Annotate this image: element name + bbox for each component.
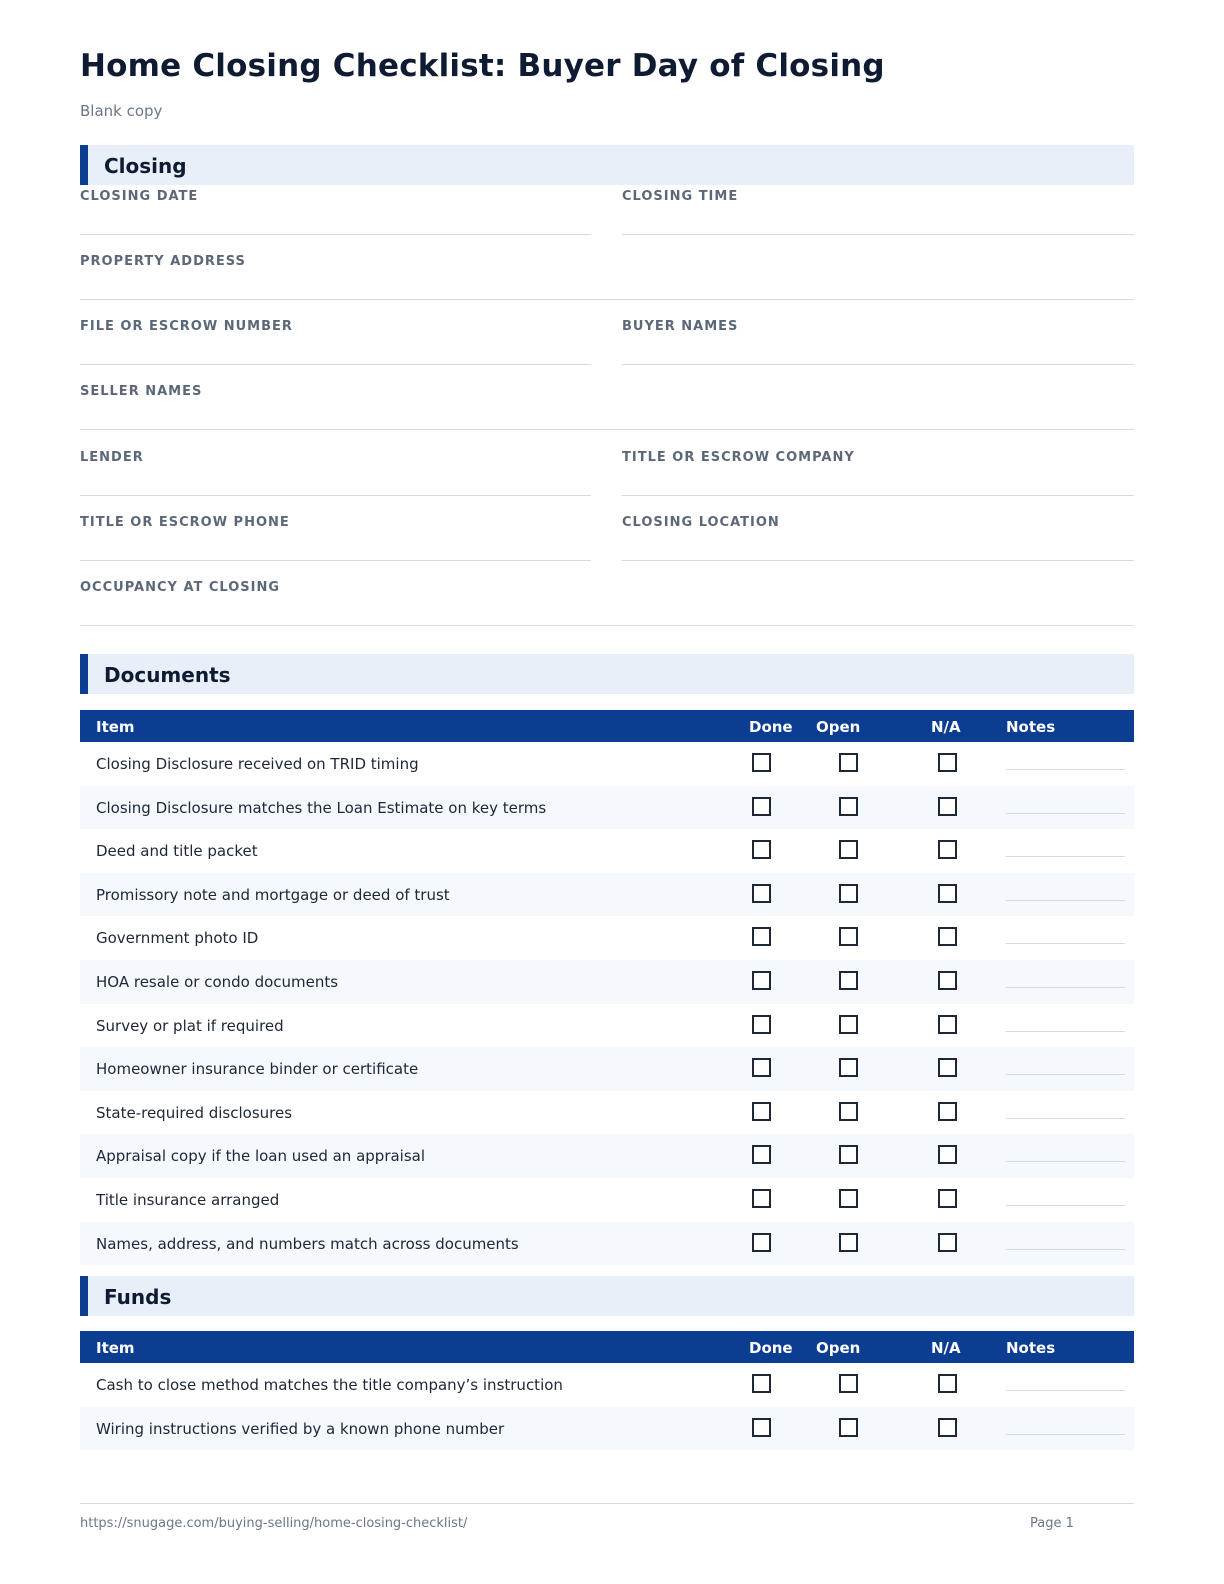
done-checkbox[interactable] [752,1233,771,1252]
na-checkbox[interactable] [938,927,957,946]
footer-divider [80,1503,1134,1504]
na-checkbox[interactable] [938,1418,957,1437]
checklist-row [80,1222,1134,1266]
done-checkbox[interactable] [752,797,771,816]
seller-names-field[interactable] [80,384,1134,430]
notes-field[interactable] [1006,1118,1125,1119]
open-checkbox[interactable] [839,1015,858,1034]
header-open: Open [816,1339,861,1357]
open-checkbox[interactable] [839,840,858,859]
open-checkbox[interactable] [839,1102,858,1121]
page-number: Page 1 [1030,1516,1074,1531]
section-header-documents [80,654,1134,694]
closing-time-field[interactable] [622,189,1134,235]
notes-field[interactable] [1006,1249,1125,1250]
open-checkbox[interactable] [839,971,858,990]
na-checkbox[interactable] [938,753,957,772]
footer-url: https://snugage.com/buying-selling/home-closing-checklist/ [80,1516,468,1531]
lender-field[interactable] [80,450,591,496]
checklist-row [80,1363,1134,1407]
checklist-item-label: Cash to close method matches the title company’s instruction [96,1376,563,1394]
open-checkbox[interactable] [839,753,858,772]
checklist-item-label: Title insurance arranged [96,1190,280,1209]
field-label: CLOSING LOCATION [622,515,780,530]
notes-field[interactable] [1006,943,1125,944]
page-title: Home Closing Checklist: Buyer Day of Closing [80,48,885,84]
open-checkbox[interactable] [839,1418,858,1437]
title-company-field[interactable] [622,450,1134,496]
checklist-item-label: Homeowner insurance binder or certificate [96,1060,419,1079]
notes-field[interactable] [1006,1390,1125,1391]
field-label: OCCUPANCY AT CLOSING [80,580,281,595]
field-label: PROPERTY ADDRESS [80,254,246,269]
checklist-item-label: Wiring instructions verified by a known phone number [96,1419,505,1438]
field-label: CLOSING DATE [80,189,199,204]
occupancy-field[interactable] [80,580,1134,626]
na-checkbox[interactable] [938,1058,957,1077]
na-checkbox[interactable] [938,797,957,816]
checklist-row [80,786,1134,830]
done-checkbox[interactable] [752,753,771,772]
open-checkbox[interactable] [839,1058,858,1077]
funds-table [80,1331,1134,1450]
done-checkbox[interactable] [752,927,771,946]
checklist-row [80,829,1134,873]
done-checkbox[interactable] [752,884,771,903]
na-checkbox[interactable] [938,1189,957,1208]
open-checkbox[interactable] [839,927,858,946]
notes-field[interactable] [1006,813,1125,814]
field-label: BUYER NAMES [622,319,739,334]
header-item: Item [96,718,135,736]
notes-field[interactable] [1006,1161,1125,1162]
header-notes: Notes [1006,718,1056,736]
table-header [80,710,1134,742]
header-notes: Notes [1006,1339,1056,1357]
table-body [80,742,1134,1265]
open-checkbox[interactable] [839,797,858,816]
checklist-row [80,873,1134,917]
header-item: Item [96,1339,135,1357]
checklist-row [80,742,1134,786]
checklist-item-label: Appraisal copy if the loan used an appraisal [96,1147,426,1166]
section-title: Documents [104,663,231,687]
notes-field[interactable] [1006,1434,1125,1435]
done-checkbox[interactable] [752,1058,771,1077]
na-checkbox[interactable] [938,840,957,859]
open-checkbox[interactable] [839,1145,858,1164]
na-checkbox[interactable] [938,1102,957,1121]
section-header-funds [80,1276,1134,1316]
done-checkbox[interactable] [752,1015,771,1034]
checklist-item-label: Deed and title packet [96,842,258,861]
field-label: FILE OR ESCROW NUMBER [80,319,293,334]
section-title: Closing [104,154,187,178]
open-checkbox[interactable] [839,1233,858,1252]
closing-date-field[interactable] [80,189,591,235]
done-checkbox[interactable] [752,1189,771,1208]
checklist-row [80,1134,1134,1178]
field-label: TITLE OR ESCROW COMPANY [622,450,855,465]
na-checkbox[interactable] [938,971,957,990]
title-phone-field[interactable] [80,515,591,561]
field-label: LENDER [80,450,144,465]
checklist-item-label: State-required disclosures [96,1103,293,1122]
notes-field[interactable] [1006,900,1125,901]
done-checkbox[interactable] [752,1418,771,1437]
done-checkbox[interactable] [752,1102,771,1121]
header-done: Done [749,718,793,736]
notes-field[interactable] [1006,987,1125,988]
done-checkbox[interactable] [752,1145,771,1164]
notes-field[interactable] [1006,1205,1125,1206]
checklist-item-label: Closing Disclosure matches the Loan Estimate on key terms [96,798,547,817]
checklist-item-label: Survey or plat if required [96,1016,284,1035]
checklist-item-label: HOA resale or condo documents [96,972,339,991]
property-address-field[interactable] [80,254,1134,300]
checklist-row [80,1091,1134,1135]
checklist-row [80,1004,1134,1048]
field-label: SELLER NAMES [80,384,203,399]
page-subtitle: Blank copy [80,102,163,120]
buyer-names-field[interactable] [622,319,1134,365]
checklist-row [80,1047,1134,1091]
checklist-item-label: Government photo ID [96,929,259,948]
file-number-field[interactable] [80,319,591,365]
checklist-row [80,960,1134,1004]
na-checkbox[interactable] [938,1233,957,1252]
documents-table [80,710,1134,1265]
table-body [80,1363,1134,1450]
header-na: N/A [931,1339,961,1357]
field-label: TITLE OR ESCROW PHONE [80,515,290,530]
notes-field[interactable] [1006,856,1125,857]
na-checkbox[interactable] [938,1015,957,1034]
checklist-row [80,1407,1134,1451]
na-checkbox[interactable] [938,884,957,903]
na-checkbox[interactable] [938,1145,957,1164]
header-na: N/A [931,718,961,736]
done-checkbox[interactable] [752,971,771,990]
open-checkbox[interactable] [839,884,858,903]
open-checkbox[interactable] [839,1189,858,1208]
header-done: Done [749,1339,793,1357]
field-label: CLOSING TIME [622,189,739,204]
checklist-row [80,1178,1134,1222]
checklist-item-label: Closing Disclosure received on TRID timing [96,755,419,773]
na-checkbox[interactable] [938,1374,957,1393]
header-open: Open [816,718,861,736]
table-header [80,1331,1134,1363]
notes-field[interactable] [1006,1074,1125,1075]
checklist-item-label: Promissory note and mortgage or deed of trust [96,885,450,904]
closing-location-field[interactable] [622,515,1134,561]
checklist-item-label: Names, address, and numbers match across documents [96,1234,519,1253]
section-header-closing [80,145,1134,185]
done-checkbox[interactable] [752,840,771,859]
done-checkbox[interactable] [752,1374,771,1393]
checklist-row [80,916,1134,960]
section-title: Funds [104,1285,172,1309]
notes-field[interactable] [1006,769,1125,770]
open-checkbox[interactable] [839,1374,858,1393]
notes-field[interactable] [1006,1031,1125,1032]
